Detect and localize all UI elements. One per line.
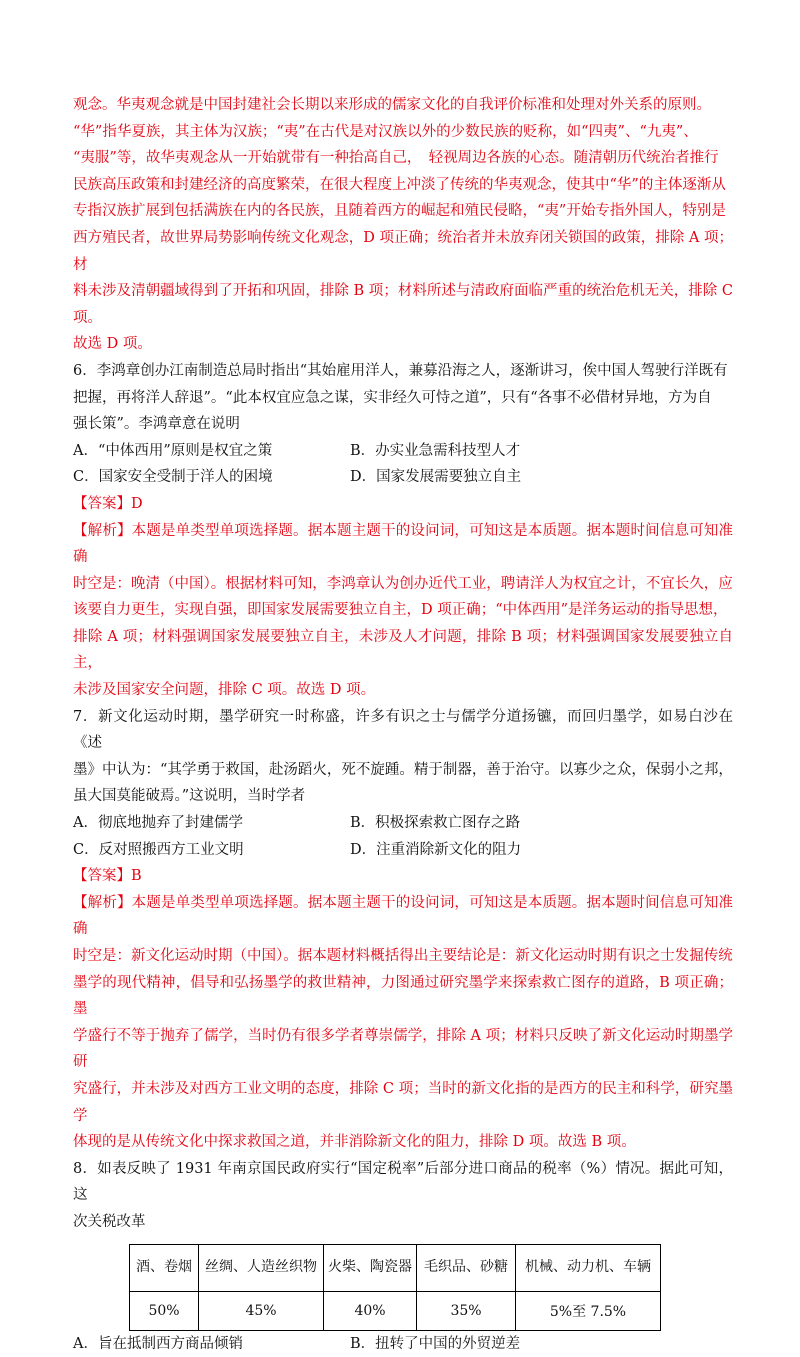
analysis-line: 排除 A 项；材料强调国家发展要独立自主，未涉及人才问题，排除 B 项；材料强调国家发展要独立自主， <box>73 628 733 672</box>
analysis-line: 体现的是从传统文化中探求救国之道，并非消除新文化的阻力，排除 D 项。故选 B 项。 <box>73 1134 636 1151</box>
table-header-cell: 机械、动力机、车辆 <box>516 1244 661 1291</box>
analysis-line: 故选 D 项。 <box>73 336 152 353</box>
analysis-line: 民族高压政策和封建经济的高度繁荣，在很大程度上冲淡了传统的华夷观念，使其中“华”的主体逐渐从 <box>73 176 726 193</box>
table-cell: 35% <box>417 1291 516 1330</box>
option-d: D．注重消除新文化的阻力 <box>350 841 522 858</box>
table-cell: 50% <box>130 1291 199 1330</box>
table-cell: 5%至 7.5% <box>516 1291 661 1330</box>
analysis-line: 观念。华夷观念就是中国封建社会长期以来形成的儒家文化的自我评价标准和处理对外关系的原则。 <box>73 97 711 113</box>
analysis-line: 料未涉及清朝疆域得到了开拓和巩固，排除 B 项；材料所述与清政府面临严重的统治危机无关，排除 C 项。 <box>73 283 733 326</box>
option-d: D．国家发展需要独立自主 <box>350 469 522 486</box>
question-stem: 虽大国莫能破焉。”这说明，当时学者 <box>73 788 306 805</box>
table-header-cell: 丝绸、人造丝织物 <box>199 1244 324 1291</box>
options <box>73 438 733 491</box>
analysis-line: 时空是：新文化运动时期（中国）。据本题材料概括得出主要结论是：新文化运动时期有识之士发掘传统 <box>73 948 733 964</box>
answer: 【答案】B <box>73 868 142 885</box>
analysis-line: 该要自力更生，实现自强，即国家发展需要独立自主，D 项正确；“中体西用”是洋务运动的指导思想， <box>73 602 728 619</box>
analysis-line: 西方殖民者，故世界局势影响传统文化观念，D 项正确；统治者并未放弃闭关锁国的政策，排除 A 项；材 <box>73 229 733 273</box>
question-stem: 强长策”。李鸿章意在说明 <box>73 416 240 433</box>
options <box>73 810 733 863</box>
table-row <box>130 1291 661 1330</box>
question-stem: 次关税改革 <box>73 1213 146 1230</box>
table-header-cell: 火柴、陶瓷器 <box>324 1244 417 1291</box>
question-8 <box>73 1156 733 1357</box>
option-a: A．旨在抵制西方商品倾销 <box>73 1335 243 1352</box>
option-b: B．积极探索救亡图存之路 <box>350 815 521 832</box>
exam-page <box>73 92 733 1357</box>
question-stem: 8．如表反映了 1931 年南京国民政府实行“国定税率”后部分进口商品的税率（%）情况。据此可知，这 <box>73 1160 733 1204</box>
q5-analysis <box>73 92 733 358</box>
option-c: C．反对照搬西方工业文明 <box>73 841 244 858</box>
analysis-line: 【解析】本题是单类型单项选择题。据本题主题干的设问词，可知这是本质题。据本题时间信息可知准确 <box>73 894 733 938</box>
analysis-line: 专指汉族扩展到包括满族在内的各民族，且随着西方的崛起和殖民侵略，“夷”开始专指外国人，特别是 <box>73 203 726 220</box>
analysis-line: “华”指华夏族，其主体为汉族；“夷”在古代是对汉族以外的少数民族的贬称，如“四夷”、“九夷”、 <box>73 123 698 140</box>
table-header-row <box>130 1244 661 1291</box>
analysis-line: 学盛行不等于抛弃了儒学，当时仍有很多学者尊崇儒学，排除 A 项；材料只反映了新文化运动时期墨学研 <box>73 1027 733 1071</box>
options <box>73 1331 733 1357</box>
analysis-line: 究盛行，并未涉及对西方工业文明的态度，排除 C 项；当时的新文化指的是西方的民主和科学，研究墨学 <box>73 1080 733 1124</box>
table-cell: 40% <box>324 1291 417 1330</box>
option-a: A．彻底地抛弃了封建儒学 <box>73 815 243 832</box>
analysis-line: 时空是：晚清（中国）。根据材料可知，李鸿章认为创办近代工业，聘请洋人为权宜之计，不宜长久，应 <box>73 575 733 592</box>
question-7 <box>73 704 733 1156</box>
answer: 【答案】D <box>73 495 143 512</box>
table-cell: 45% <box>199 1291 324 1330</box>
question-stem: 7．新文化运动时期，墨学研究一时称盛，许多有识之士与儒学分道扬镳，而回归墨学，如易白沙在《述 <box>73 708 733 752</box>
option-c: C．国家安全受制于洋人的困境 <box>73 469 273 486</box>
option-b: B．办实业急需科技型人才 <box>350 442 521 459</box>
option-b: B．扭转了中国的外贸逆差 <box>350 1335 521 1352</box>
tax-rate-table <box>129 1244 661 1331</box>
question-stem: 把握，再将洋人辞退”。“此本权宜应急之谋，实非经久可恃之道”，只有“各事不必借材异地，方为自 <box>73 389 712 406</box>
analysis-line: 未涉及国家安全问题，排除 C 项。故选 D 项。 <box>73 682 376 699</box>
analysis-line: 墨学的现代精神，倡导和弘扬墨学的救世精神，力图通过研究墨学来探索救亡图存的道路，B 项正确；墨 <box>73 974 733 1018</box>
table-header-cell: 酒、卷烟 <box>130 1244 199 1291</box>
analysis-line: “夷服”等，故华夷观念从一开始就带有一种抬高自己， 轻视周边各族的心态。随清朝历代统治者推行 <box>73 150 719 167</box>
question-stem: 墨》中认为：“其学勇于救国，赴汤蹈火，死不旋踵。精于制器，善于治守。以寡少之众，保弱小之邦， <box>73 761 733 778</box>
analysis-line: 【解析】本题是单类型单项选择题。据本题主题干的设问词，可知这是本质题。据本题时间信息可知准确 <box>73 522 733 566</box>
table-header-cell: 毛织品、砂糖 <box>417 1244 516 1291</box>
question-stem: 6．李鸿章创办江南制造总局时指出“其始雇用洋人，兼募沿海之人，逐渐讲习，俟中国人驾驶行洋既有 <box>73 362 728 379</box>
option-a: A．“中体西用”原则是权宜之策 <box>73 442 273 459</box>
question-6 <box>73 358 733 704</box>
